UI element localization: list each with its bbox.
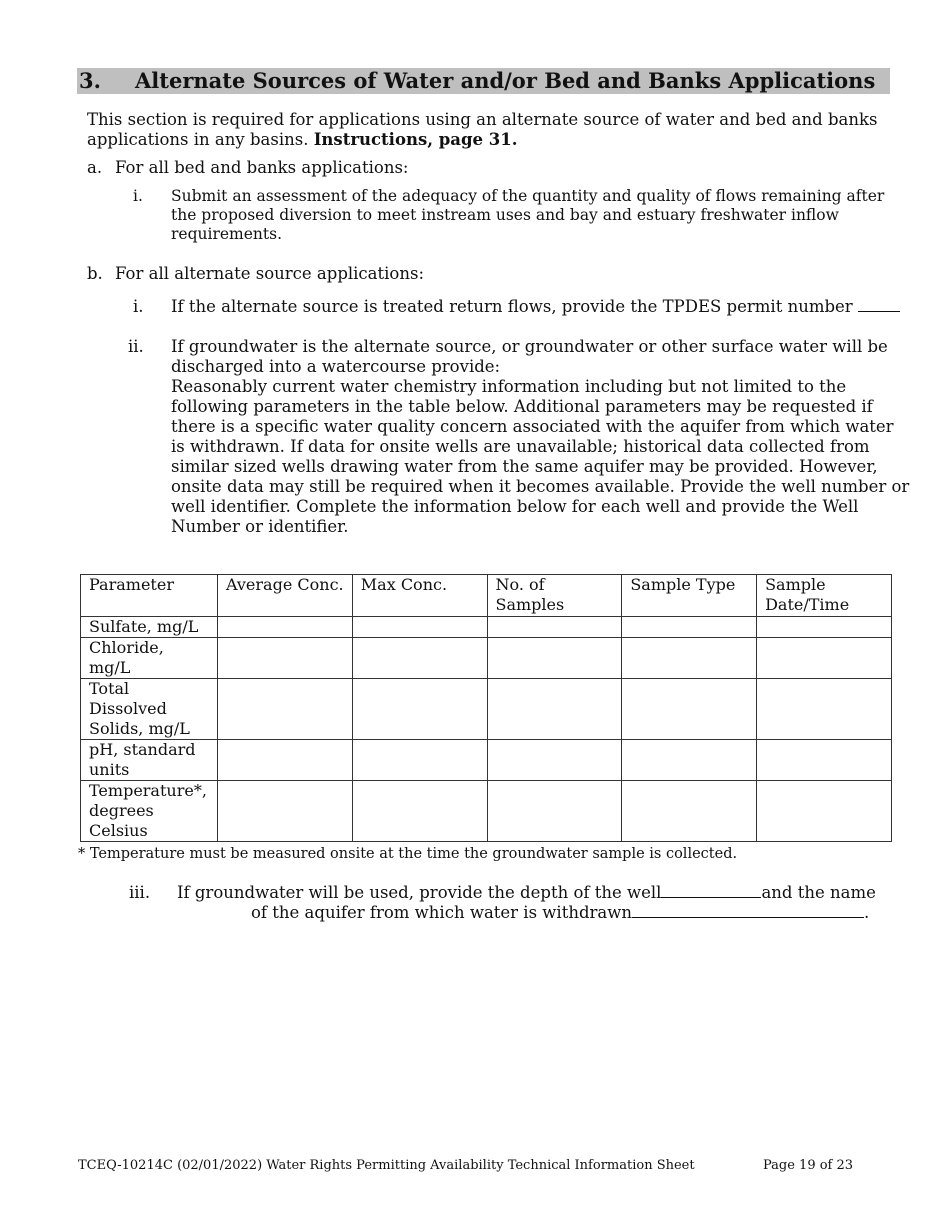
column-header: Sample Type — [622, 575, 757, 617]
column-header: Max Conc. — [352, 575, 487, 617]
item-a-label: a. — [87, 158, 103, 177]
data-cell[interactable] — [757, 638, 892, 679]
well-depth-field[interactable] — [661, 883, 761, 898]
data-cell[interactable] — [217, 740, 352, 781]
temperature-footnote: * Temperature must be measured onsite at the time the groundwater sample is collected. — [78, 846, 738, 862]
data-cell[interactable] — [217, 617, 352, 638]
data-cell[interactable] — [217, 679, 352, 740]
item-b-iii-label: iii. — [129, 883, 151, 902]
table-header-row — [81, 575, 892, 617]
item-b-iii-line2 — [251, 903, 869, 923]
intro-text: This section is required for applications using an alternate source of water and bed and banks applications in any basins. — [87, 110, 878, 149]
data-cell[interactable] — [487, 740, 622, 781]
data-cell[interactable] — [352, 617, 487, 638]
item-b-iii-text2: and the name — [761, 883, 876, 902]
table-row — [81, 740, 892, 781]
parameter-cell: Chloride, mg/L — [81, 638, 218, 679]
column-header: Average Conc. — [217, 575, 352, 617]
table-row — [81, 679, 892, 740]
data-cell[interactable] — [757, 617, 892, 638]
item-b-i-text: If the alternate source is treated return flows, provide the TPDES permit number — [171, 297, 853, 316]
parameter-cell: Sulfate, mg/L — [81, 617, 218, 638]
data-cell[interactable] — [622, 781, 757, 842]
section-title: Alternate Sources of Water and/or Bed and Banks Applications — [135, 68, 876, 93]
table-row — [81, 617, 892, 638]
item-b-iii-text1: If groundwater will be used, provide the depth of the well — [177, 883, 662, 902]
item-a-i-text: Submit an assessment of the adequacy of the quantity and quality of flows remaining after the proposed diversion to meet instream uses and bay and estuary freshwater inflow requirements. — [171, 187, 885, 243]
item-b-i-line — [171, 297, 891, 317]
data-cell[interactable] — [487, 679, 622, 740]
item-b-ii-body — [171, 337, 911, 537]
item-b-label: b. — [87, 264, 103, 283]
parameter-cell: Temperature*, degrees Celsius — [81, 781, 218, 842]
data-cell[interactable] — [487, 617, 622, 638]
data-cell[interactable] — [622, 638, 757, 679]
column-header: Parameter — [81, 575, 218, 617]
data-cell[interactable] — [352, 740, 487, 781]
item-b-iii-text3: of the aquifer from which water is withdrawn — [251, 903, 632, 922]
item-b-i-label: i. — [133, 297, 144, 316]
data-cell[interactable] — [352, 679, 487, 740]
item-b-ii-label: ii. — [128, 337, 144, 356]
section-number: 3. — [79, 68, 101, 93]
footer-page-number: Page 19 of 23 — [763, 1158, 854, 1173]
data-cell[interactable] — [352, 781, 487, 842]
data-cell[interactable] — [217, 638, 352, 679]
table-row — [81, 781, 892, 842]
item-b-ii-text1: If groundwater is the alternate source, or groundwater or other surface water will be discharged into a watercourse provide: — [171, 337, 888, 376]
data-cell[interactable] — [757, 740, 892, 781]
instructions-reference: Instructions, page 31. — [313, 130, 518, 149]
item-b-ii-text2: Reasonably current water chemistry information including but not limited to the following parameters in the table below. Additional parameters may be requested if there is a specific water quality concern associated with the aquifer from which water is withdrawn. If data for onsite wells are unavailable; historical data collected from similar sized wells drawing water from the same aquifer may be provided. However, onsite data may still be required when it becomes available. Provide the well number or well identifier. Complete the information below for each well and provide the Well Number or identifier. — [171, 377, 910, 536]
item-a-i-label: i. — [133, 187, 143, 205]
parameter-cell: Total Dissolved Solids, mg/L — [81, 679, 218, 740]
data-cell[interactable] — [622, 679, 757, 740]
data-cell[interactable] — [487, 781, 622, 842]
item-a-text: For all bed and banks applications: — [115, 158, 409, 177]
item-b-text: For all alternate source applications: — [115, 264, 425, 283]
data-cell[interactable] — [622, 617, 757, 638]
column-header: Sample Date/Time — [757, 575, 892, 617]
data-cell[interactable] — [217, 781, 352, 842]
intro-paragraph — [87, 110, 887, 150]
footer-form-id: TCEQ-10214C (02/01/2022) Water Rights Permitting Availability Technical Information Sheet — [78, 1158, 695, 1173]
tpdes-permit-number-field[interactable] — [858, 297, 900, 312]
aquifer-name-field[interactable] — [632, 903, 864, 918]
item-b-iii-text4: . — [864, 903, 870, 922]
data-cell[interactable] — [487, 638, 622, 679]
water-chemistry-table — [80, 574, 892, 842]
item-b-iii-line1 — [177, 883, 876, 903]
data-cell[interactable] — [757, 679, 892, 740]
table-row — [81, 638, 892, 679]
data-cell[interactable] — [622, 740, 757, 781]
column-header: No. of Samples — [487, 575, 622, 617]
data-cell[interactable] — [757, 781, 892, 842]
parameter-cell: pH, standard units — [81, 740, 218, 781]
data-cell[interactable] — [352, 638, 487, 679]
